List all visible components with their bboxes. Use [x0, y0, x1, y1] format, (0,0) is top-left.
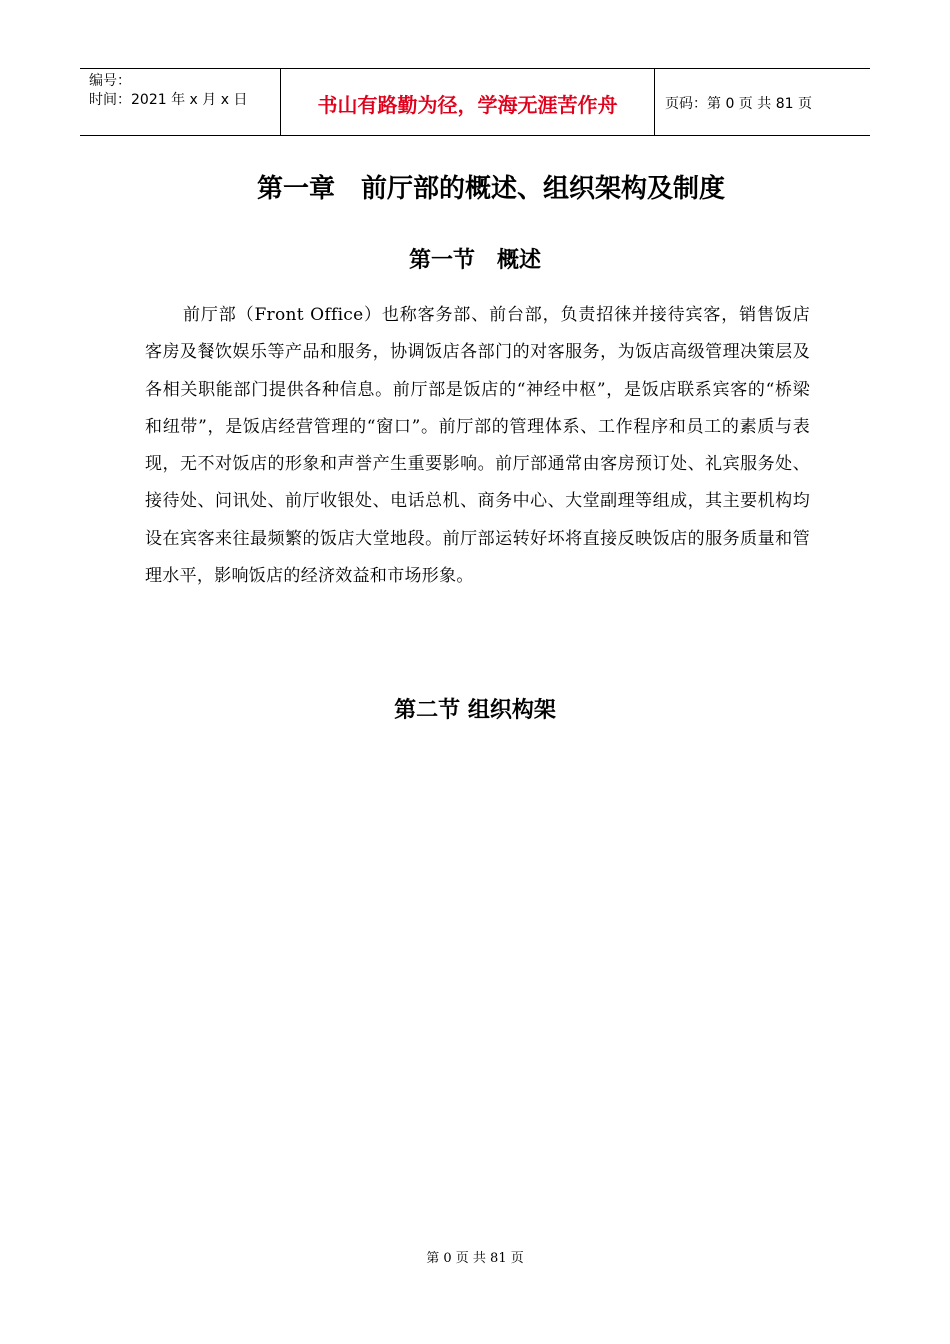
page-footer: 第 0 页 共 81 页 — [426, 1251, 524, 1266]
section-title-organization: 第二节 组织构架 — [394, 697, 556, 723]
header-meta-cell — [80, 69, 281, 135]
document-date: 时间：2021 年 x 月 x 日 — [89, 92, 248, 108]
document-header — [80, 68, 870, 136]
overview-paragraph: 前厅部（Front Office）也称客务部、前台部，负责招徕并接待宾客，销售饭店客房及餐饮娱乐等产品和服务，协调饭店各部门的对客服务，为饭店高级管理决策层及各相关职能部门提供各种信息。前厅部是饭店的“神经中枢”，是饭店联系宾客的“桥梁和纽带”，是饭店经营管理的“窗口”。前厅部的管理体系、工作程序和员工的素质与表现，无不对饭店的形象和声誉产生重要影响。前厅部通常由客房预订处、礼宾服务处、接待处、问讯处、前厅收银处、电话总机、商务中心、大堂副理等组成，其主要机构均设在宾客来往最频繁的饭店大堂地段。前厅部运转好坏将直接反映饭店的服务质量和管理水平，影响饭店的经济效益和市场形象。 — [145, 305, 810, 587]
document-number-label: 编号： — [89, 73, 131, 89]
section-title-overview: 第一节 概述 — [408, 247, 541, 273]
chapter-title: 第一章 前厅部的概述、组织架构及制度 — [256, 174, 725, 204]
header-motto: 书山有路勤为径，学海无涯苦作舟 — [281, 69, 655, 135]
header-page-info: 页码：第 0 页 共 81 页 — [665, 96, 812, 112]
